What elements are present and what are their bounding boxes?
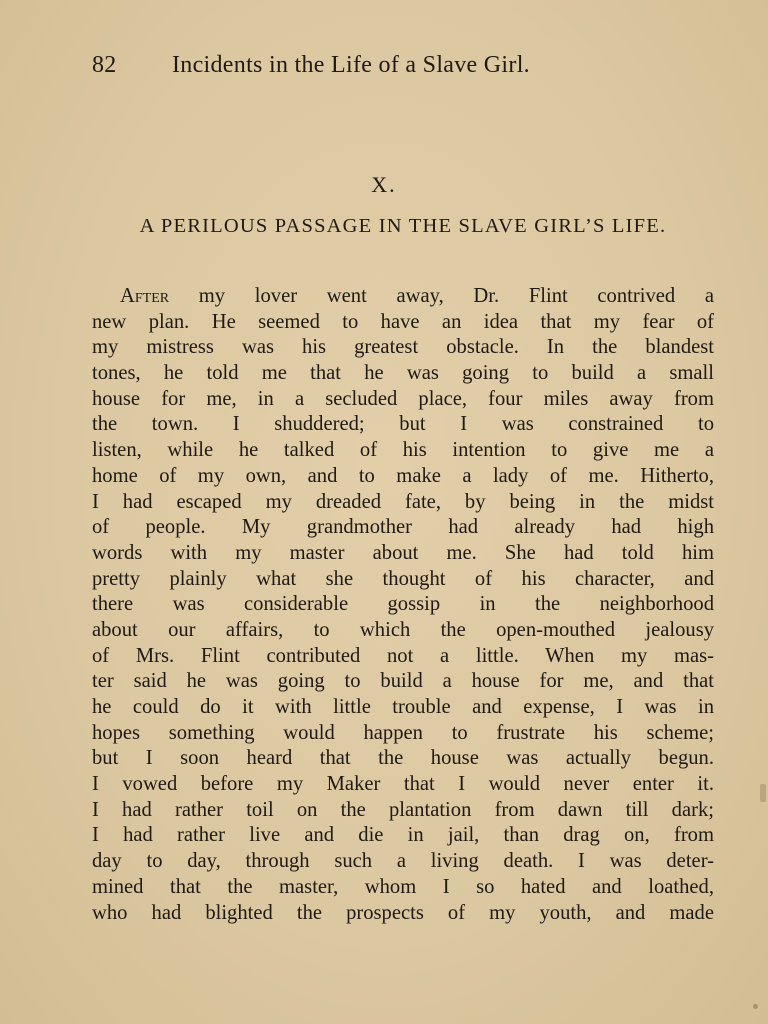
text-line: new plan. He seemed to have an idea that my fear of bbox=[92, 310, 714, 333]
text-line: who had blighted the prospects of my youth, and made bbox=[92, 901, 714, 924]
text-line: but I soon heard that the house was actually begun. bbox=[92, 747, 714, 770]
text-line: home of my own, and to make a lady of me. Hitherto, bbox=[92, 464, 714, 487]
text-line: I vowed before my Maker that I would never enter it. bbox=[92, 773, 714, 796]
text-line: there was considerable gossip in the neighborhood bbox=[92, 593, 714, 616]
text-line: pretty plainly what she thought of his character, and bbox=[92, 567, 714, 590]
text-line: I had rather toil on the plantation from dawn till dark; bbox=[92, 798, 714, 821]
text-line: day to day, through such a living death. I was deter- bbox=[92, 850, 714, 873]
text-line: he could do it with little trouble and expense, I was in bbox=[92, 696, 714, 718]
running-title: Incidents in the Life of a Slave Girl. bbox=[172, 52, 530, 78]
text-line: my mistress was his greatest obstacle. In the blandest bbox=[92, 336, 714, 359]
chapter-title: A PERILOUS PASSAGE IN THE SLAVE GIRL’S LIFE. bbox=[139, 215, 667, 237]
text-line: I had escaped my dreaded fate, by being in the midst bbox=[92, 490, 714, 513]
first-word: After bbox=[120, 285, 170, 307]
text-line: about our affairs, to which the open-mouthed jealousy bbox=[92, 618, 714, 641]
text-line: hopes something would happen to frustrate his scheme; bbox=[92, 721, 714, 744]
text-line: house for me, in a secluded place, four miles away from bbox=[92, 387, 714, 410]
paper-edge-mark bbox=[760, 784, 766, 802]
text-line bbox=[92, 284, 714, 310]
text-line: the town. I shuddered; but I was constrained to bbox=[92, 413, 714, 436]
text-line: of people. My grandmother had already had high bbox=[92, 516, 714, 539]
page-number: 82 bbox=[92, 52, 117, 78]
text-line-content: my lover went away, Dr. Flint contrived a bbox=[169, 285, 714, 307]
text-line: ter said he was going to build a house for me, and that bbox=[92, 670, 714, 693]
paper-speck bbox=[753, 1004, 758, 1009]
chapter-number: X. bbox=[371, 172, 397, 197]
text-line: words with my master about me. She had told him bbox=[92, 541, 714, 564]
running-head bbox=[92, 52, 652, 86]
text-line: mined that the master, whom I so hated and loathed, bbox=[92, 875, 714, 898]
text-line: I had rather live and die in jail, than drag on, from bbox=[92, 824, 714, 847]
text-line: listen, while he talked of his intention to give me a bbox=[92, 439, 714, 462]
text-line: of Mrs. Flint contributed not a little. When my mas- bbox=[92, 644, 714, 667]
text-line: tones, he told me that he was going to build a small bbox=[92, 362, 714, 385]
body-text bbox=[92, 284, 714, 926]
